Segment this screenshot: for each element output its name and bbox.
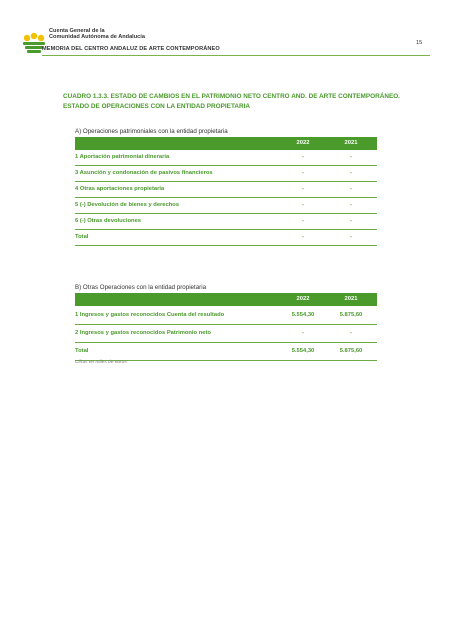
row-label: 5 (-) Devolución de bienes y derechos [75, 202, 180, 208]
header-rule [42, 55, 430, 56]
table-b-col-2021: 2021 [344, 296, 358, 302]
table-b [75, 293, 377, 361]
table-a [75, 137, 377, 246]
row-value-2021: - [350, 202, 352, 208]
table-row [75, 150, 377, 166]
row-label: Total [75, 234, 89, 240]
organization-name [49, 28, 145, 41]
org-line-2: Comunidad Autónoma de Andalucía [49, 34, 145, 41]
cuadro-title-line-1: CUADRO 1.3.3. ESTADO DE CAMBIOS EN EL PATRIMONIO NETO CENTRO AND. DE ARTE CONTEMPORÁNEO. [63, 93, 400, 100]
junta-andalucia-logo [21, 32, 47, 56]
page-number: 15 [416, 40, 423, 46]
table-a-header [75, 137, 377, 150]
table-b-col-2022: 2022 [296, 296, 310, 302]
cuadro-title [63, 92, 403, 112]
row-value-2022: - [302, 154, 304, 160]
units-note: Cifras en miles de euros [75, 360, 127, 365]
table-row-total [75, 230, 377, 246]
row-value-2022: - [302, 202, 304, 208]
row-value-2022: 5.554,30 [291, 312, 315, 318]
row-label: 4 Otras aportaciones propietaria [75, 186, 165, 192]
row-value-2022: 5.554,30 [291, 348, 315, 354]
row-label: 1 Aportación patrimonial dineraria [75, 154, 170, 160]
table-a-title: A) Operaciones patrimoniales con la entidad propietaria [75, 128, 228, 135]
row-label: 1 Ingresos y gastos reconocidos Cuenta del resultado [75, 312, 225, 318]
row-value-2022: - [302, 330, 304, 336]
row-label: Total [75, 348, 89, 354]
row-label: 2 Ingresos y gastos reconocidos Patrimonio neto [75, 330, 211, 336]
table-row-total [75, 343, 377, 361]
table-row [75, 306, 377, 325]
table-row [75, 182, 377, 198]
row-value-2021: - [350, 154, 352, 160]
row-value-2021: - [350, 218, 352, 224]
row-value-2022: - [302, 170, 304, 176]
table-a-col-2021: 2021 [344, 140, 358, 146]
table-b-title: B) Otras Operaciones con la entidad propietaria [75, 284, 207, 291]
table-row [75, 325, 377, 343]
row-value-2021: 5.875,60 [339, 312, 363, 318]
table-row [75, 166, 377, 182]
row-value-2021: - [350, 170, 352, 176]
org-line-1: Cuenta General de la [49, 28, 105, 34]
row-label: 3 Asunción y condonación de pasivos financieros [75, 170, 213, 176]
row-value-2022: - [302, 218, 304, 224]
row-value-2021: - [350, 234, 352, 240]
row-value-2021: - [350, 330, 352, 336]
row-value-2021: - [350, 186, 352, 192]
cuadro-title-line-2: ESTADO DE OPERACIONES CON LA ENTIDAD PROPIETARIA [63, 103, 250, 110]
table-a-col-2022: 2022 [296, 140, 310, 146]
row-label: 6 (-) Otras devoluciones [75, 218, 142, 224]
section-title: MEMORIA DEL CENTRO ANDALUZ DE ARTE CONTEMPORÁNEO [42, 46, 220, 52]
table-row [75, 214, 377, 230]
row-value-2022: - [302, 186, 304, 192]
row-value-2021: 5.875,60 [339, 348, 363, 354]
table-b-header [75, 293, 377, 306]
row-value-2022: - [302, 234, 304, 240]
table-row [75, 198, 377, 214]
